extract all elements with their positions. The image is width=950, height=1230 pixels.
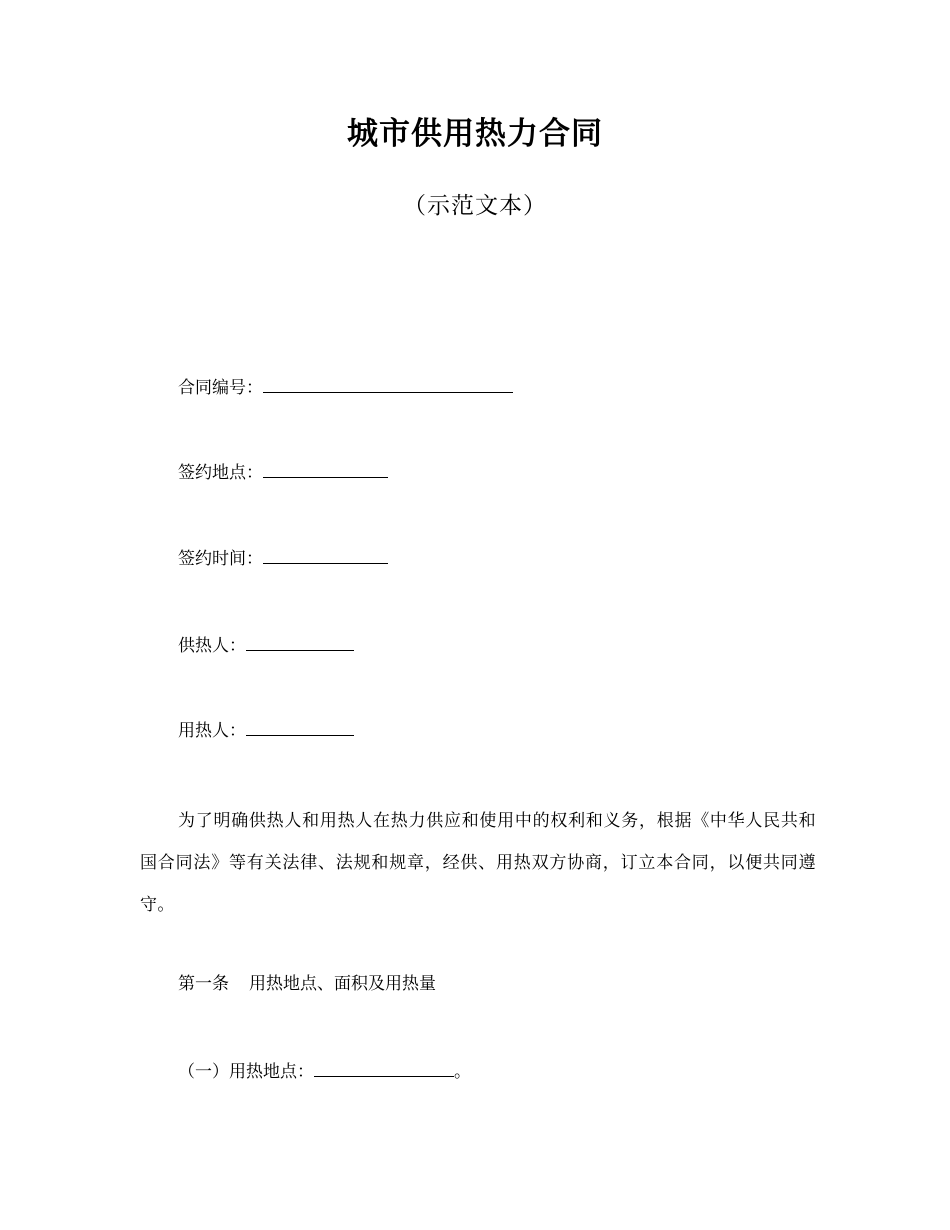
document-title: 城市供用热力合同 — [347, 116, 603, 152]
article-1-heading — [178, 972, 436, 996]
heat-supplier-blank[interactable] — [246, 632, 354, 651]
heat-location-suffix: 。 — [454, 1062, 471, 1082]
signing-place-field — [178, 459, 388, 485]
signing-time-field — [178, 545, 388, 571]
article-1-number: 第一条 — [178, 974, 229, 994]
preamble-paragraph: 为了明确供热人和用热人在热力供应和使用中的权利和义务，根据《中华人民共和国合同法》等有关法律、法规和规章，经供、用热双方协商，订立本合同，以便共同遵守。 — [140, 811, 816, 915]
signing-time-label: 签约时间： — [178, 549, 263, 569]
heat-location-blank[interactable] — [314, 1058, 454, 1077]
article-1-item-1 — [178, 1058, 471, 1084]
contract-number-blank[interactable] — [263, 374, 513, 393]
heat-user-blank[interactable] — [246, 717, 354, 736]
document-subtitle: （示范文本） — [403, 193, 547, 219]
contract-number-field — [178, 374, 513, 400]
contract-number-label: 合同编号： — [178, 378, 263, 398]
signing-place-label: 签约地点： — [178, 463, 263, 483]
signing-place-blank[interactable] — [263, 459, 388, 478]
heat-location-label: （一）用热地点： — [178, 1062, 314, 1082]
signing-time-blank[interactable] — [263, 545, 388, 564]
article-1-title: 用热地点、面积及用热量 — [249, 974, 436, 994]
heat-supplier-field — [178, 632, 354, 658]
heat-user-field — [178, 717, 354, 743]
heat-supplier-label: 供热人： — [178, 636, 246, 656]
heat-user-label: 用热人： — [178, 721, 246, 741]
